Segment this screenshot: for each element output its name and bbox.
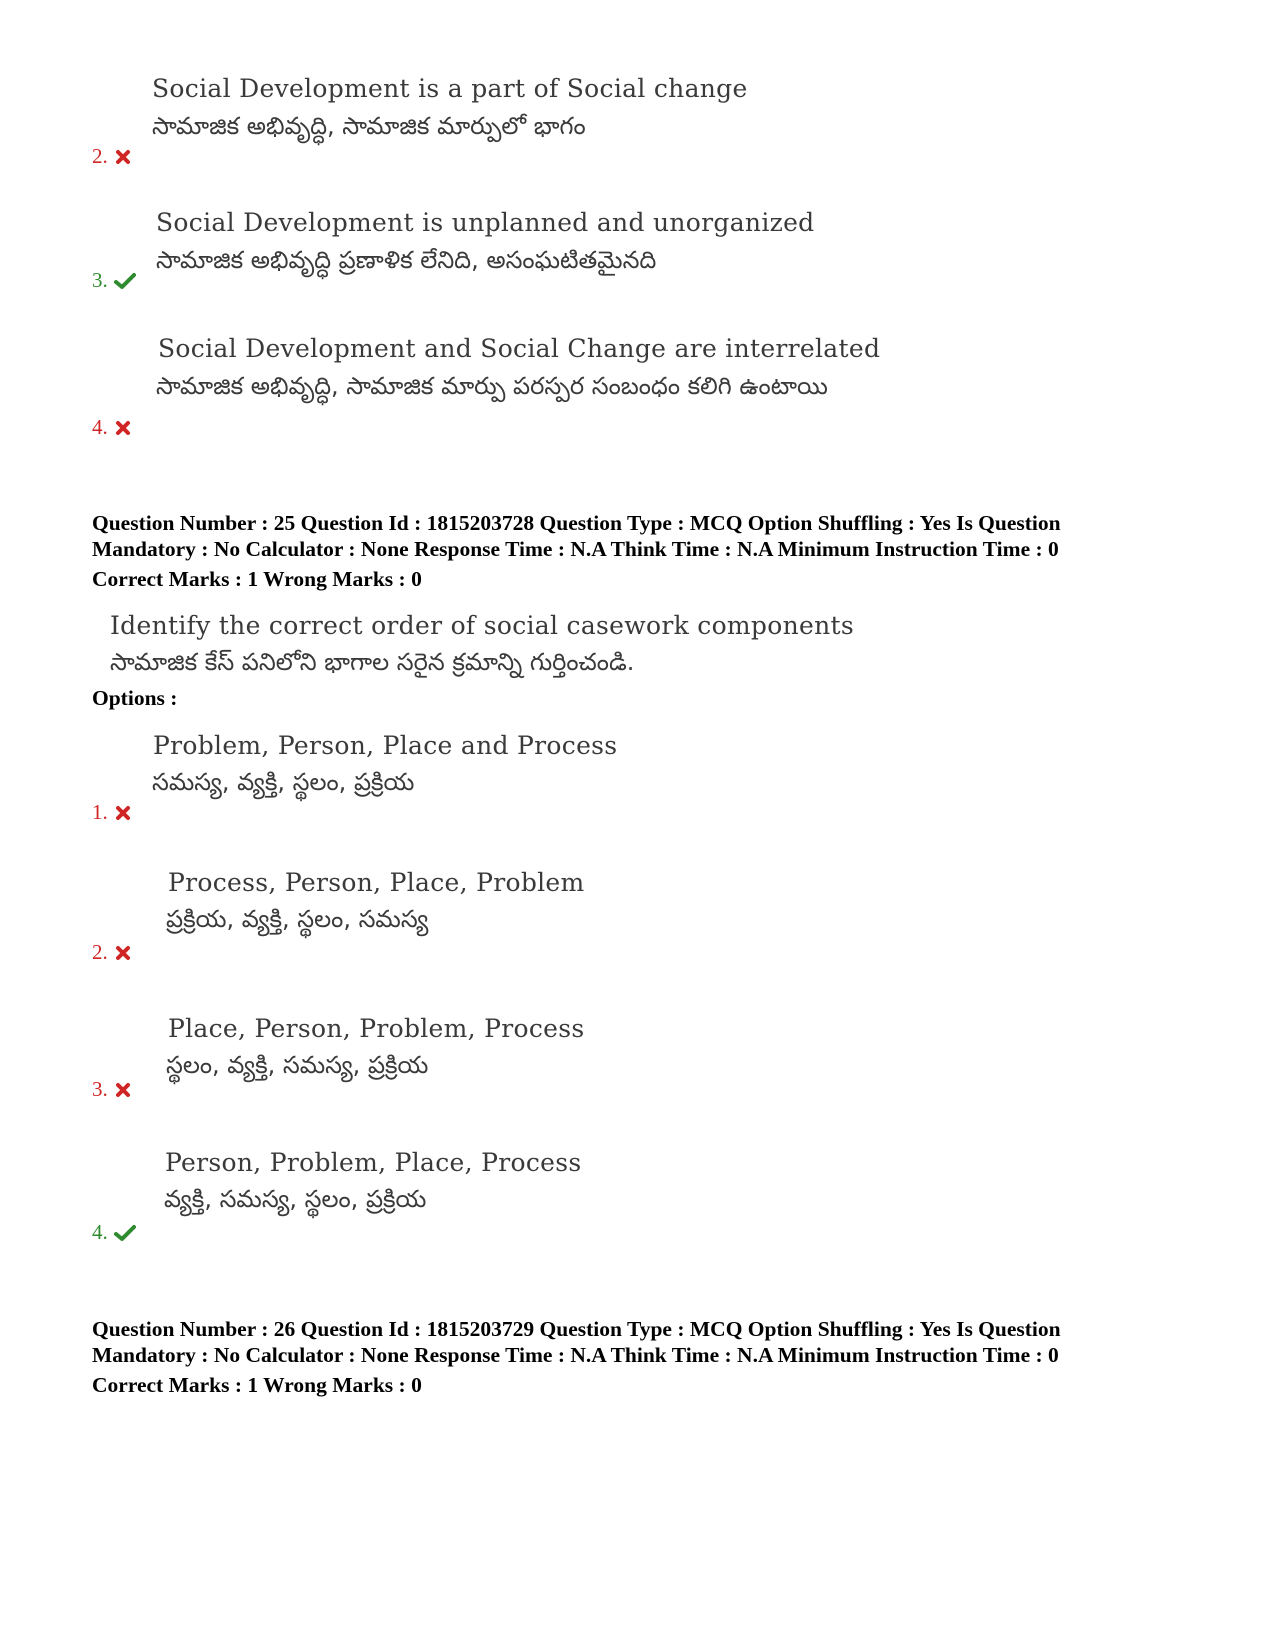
option-text-en: Person, Problem, Place, Process [165, 1148, 582, 1177]
option-text-te: ప్రక్రియ, వ్యక్తి, స్థలం, సమస్య [166, 905, 429, 933]
option-number: 4. [92, 415, 132, 440]
cross-icon [114, 944, 132, 962]
option-number: 2. [92, 144, 132, 169]
question-stem-te: సామాజిక కేస్ పనిలోని భాగాల సరైన క్రమాన్ని గుర్తించండి. [110, 648, 635, 676]
option-text-en: Place, Person, Problem, Process [168, 1014, 585, 1043]
option-text-te: వ్యక్తి, సమస్య, స్థలం, ప్రక్రియ [164, 1185, 427, 1213]
question-meta: Question Number : 25 Question Id : 1815203728 Question Type : MCQ Option Shuffling : Yes Is Question Mandatory : No Calculator : None Response Time : N.A Think Time : N.A Minimum Instruction Time : 0 [92, 511, 1061, 561]
option-number: 3. [92, 268, 136, 293]
question-stem-en: Identify the correct order of social casework components [110, 611, 854, 640]
option-text-te: సమస్య, వ్యక్తి, స్థలం, ప్రక్రియ [152, 768, 415, 796]
check-icon [114, 272, 136, 290]
option-number: 1. [92, 800, 132, 825]
option-text-en: Social Development and Social Change are interrelated [158, 334, 881, 363]
check-icon [114, 1224, 136, 1242]
marks-line: Correct Marks : 1 Wrong Marks : 0 [92, 567, 422, 591]
option-text-te: సామాజిక అభివృద్ధి, సామాజిక మార్పులో భాగం [152, 112, 586, 140]
cross-icon [114, 148, 132, 166]
option-text-te: స్థలం, వ్యక్తి, సమస్య, ప్రక్రియ [166, 1051, 429, 1079]
cross-icon [114, 804, 132, 822]
cross-icon [114, 419, 132, 437]
option-number: 4. [92, 1220, 136, 1245]
option-text-te: సామాజిక అభివృద్ధి, సామాజిక మార్పు పరస్పర సంబంధం కలిగి ఉంటాయి [156, 372, 828, 400]
question-meta: Question Number : 26 Question Id : 1815203729 Question Type : MCQ Option Shuffling : Yes Is Question Mandatory : No Calculator : None Response Time : N.A Think Time : N.A Minimum Instruction Time : 0 [92, 1317, 1061, 1367]
option-text-en: Process, Person, Place, Problem [168, 868, 585, 897]
option-text-en: Problem, Person, Place and Process [153, 731, 618, 760]
option-text-en: Social Development is a part of Social change [152, 74, 748, 103]
options-label: Options : [92, 686, 178, 710]
cross-icon [114, 1081, 132, 1099]
marks-line: Correct Marks : 1 Wrong Marks : 0 [92, 1373, 422, 1397]
option-text-te: సామాజిక అభివృద్ధి ప్రణాళిక లేనిది, అసంఘటితమైనది [156, 246, 657, 274]
option-number: 3. [92, 1077, 132, 1102]
option-text-en: Social Development is unplanned and unorganized [156, 208, 815, 237]
option-number: 2. [92, 940, 132, 965]
